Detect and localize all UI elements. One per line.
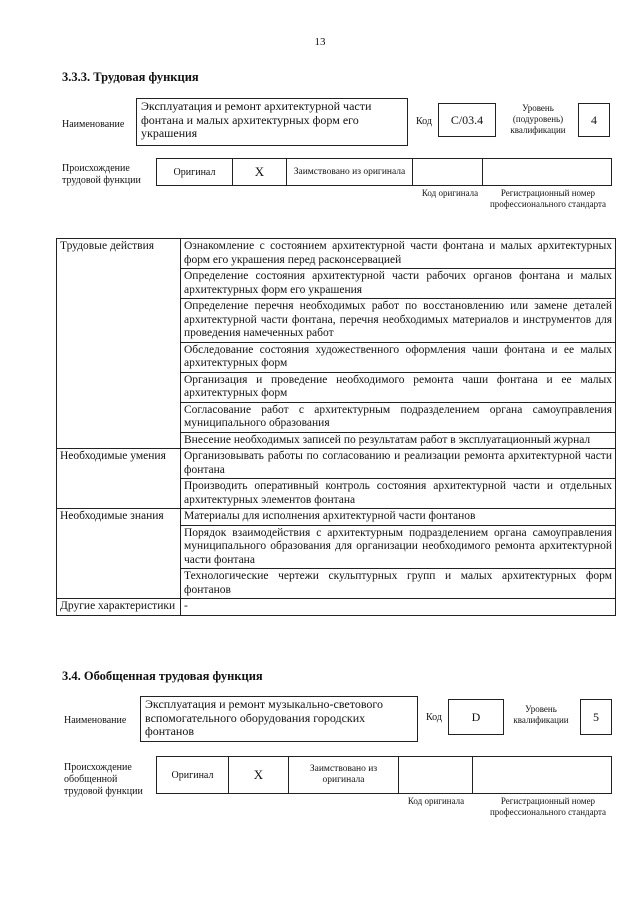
origin-borrowed-cell xyxy=(287,159,413,185)
code-original-label-34: Код оригинала xyxy=(407,796,465,806)
origin-original-cell-34 xyxy=(157,757,229,793)
code-original-label: Код оригинала xyxy=(421,188,479,198)
generalized-function-name-box xyxy=(140,696,418,742)
labor-actions-category-cell xyxy=(57,299,181,343)
labor-actions-category-cell xyxy=(57,402,181,432)
skills-category-cell xyxy=(57,479,181,509)
origin-original-text-34: Оригинал xyxy=(171,769,214,781)
level-value-box-34 xyxy=(580,699,612,735)
labor-actions-category-cell xyxy=(57,432,181,449)
function-name-text: Эксплуатация и ремонт архитектурной части фонтана и малых архитектурных форм его украшения xyxy=(141,99,372,140)
table-row xyxy=(57,525,616,569)
knowledge-category-cell: Необходимые знания xyxy=(57,509,181,526)
table-row xyxy=(57,342,616,372)
knowledge-category-cell xyxy=(57,525,181,569)
table-row xyxy=(57,239,616,269)
origin-borrowed-cell-34 xyxy=(289,757,399,793)
section-heading-34: 3.4. Обобщенная трудовая функция xyxy=(62,669,263,683)
labor-actions-item: Определение состояния архитектурной части рабочих органов фонтана и малых архитектурных форм его украшения xyxy=(181,269,616,299)
section-heading-333: 3.3.3. Трудовая функция xyxy=(62,70,199,84)
reg-number-label-34: Регистрационный номер профессионального стандарта xyxy=(489,796,607,817)
code-label-34: Код xyxy=(426,712,442,723)
origin-mark-cell xyxy=(233,159,287,185)
level-label: Уровень (подуровень) квалификации xyxy=(510,103,566,135)
knowledge-item: Материалы для исполнения архитектурной части фонтанов xyxy=(181,509,616,526)
level-value-34: 5 xyxy=(593,709,599,724)
origin-borrowed-text: Заимствовано из оригинала xyxy=(293,166,406,177)
knowledge-category-cell xyxy=(57,569,181,599)
table-row xyxy=(57,599,616,616)
knowledge-item: Технологические чертежи скульптурных групп и малых архитектурных форм фонтанов xyxy=(181,569,616,599)
labor-actions-item: Организация и проведение необходимого ремонта чаши фонтана и ее малых архитектурных форм xyxy=(181,372,616,402)
table-row xyxy=(57,402,616,432)
table-row xyxy=(57,372,616,402)
origin-label-34: Происхождение обобщенной трудовой функции xyxy=(64,762,143,797)
labor-actions-category-cell xyxy=(57,372,181,402)
other-item: - xyxy=(181,599,616,616)
function-name-box xyxy=(136,98,408,146)
skills-category-cell: Необходимые умения xyxy=(57,449,181,479)
origin-reg-cell-34 xyxy=(473,757,611,793)
origin-row-34 xyxy=(156,756,612,794)
origin-label: Происхождение трудовой функции xyxy=(62,163,141,186)
origin-mark: X xyxy=(254,164,265,179)
table-row xyxy=(57,432,616,449)
name-label: Наименование xyxy=(62,119,125,130)
code-value-box xyxy=(438,103,496,137)
code-value: C/03.4 xyxy=(450,112,484,127)
table-row xyxy=(57,449,616,479)
table-row xyxy=(57,479,616,509)
labor-actions-category-cell xyxy=(57,342,181,372)
table-row xyxy=(57,509,616,526)
skills-item: Производить оперативный контроль состояния архитектурной части и отдельных архитектурных элементов фонтана xyxy=(181,479,616,509)
origin-mark-34: X xyxy=(253,767,264,782)
labor-actions-item: Согласование работ с архитектурным подразделением органа самоуправления муниципального образования xyxy=(181,402,616,432)
table-row xyxy=(57,299,616,343)
level-value-box xyxy=(578,103,610,137)
code-value-34: D xyxy=(471,709,481,724)
labor-actions-category-cell xyxy=(57,269,181,299)
knowledge-item: Порядок взаимодействия с архитектурным подразделением органа самоуправления муниципального образования для организации необходимого ремонта архитектурной части фонтана xyxy=(181,525,616,569)
table-row xyxy=(57,269,616,299)
level-label-34: Уровень квалификации xyxy=(513,704,569,725)
labor-actions-item: Ознакомление с состоянием архитектурной части фонтана и малых архитектурных форм его украшения перед расконсервацией xyxy=(181,239,616,269)
level-value: 4 xyxy=(591,112,597,127)
origin-original-text: Оригинал xyxy=(173,166,216,178)
origin-row xyxy=(156,158,612,186)
labor-actions-item: Определение перечня необходимых работ по восстановлению или замене деталей архитектурной части фонтана, перечня необходимых материалов и инструментов для проведения намеченных работ xyxy=(181,299,616,343)
table-row xyxy=(57,569,616,599)
labor-actions-item: Внесение необходимых записей по результатам работ в эксплуатационный журнал xyxy=(181,432,616,449)
origin-reg-cell xyxy=(483,159,611,185)
origin-original-cell xyxy=(157,159,233,185)
origin-code-cell-34 xyxy=(399,757,473,793)
name-label-34: Наименование xyxy=(64,715,127,726)
code-label: Код xyxy=(416,116,432,127)
page-number: 13 xyxy=(314,36,326,48)
code-value-box-34 xyxy=(448,699,504,735)
reg-number-label: Регистрационный номер профессионального стандарта xyxy=(489,188,607,209)
generalized-function-name-text: Эксплуатация и ремонт музыкально-светового вспомогательного оборудования городских фонтанов xyxy=(145,697,384,738)
origin-mark-cell-34 xyxy=(229,757,289,793)
origin-code-cell xyxy=(413,159,483,185)
other-category-cell: Другие характеристики xyxy=(57,599,181,616)
skills-item: Организовывать работы по согласованию и реализации ремонта архитектурной части фонтана xyxy=(181,449,616,479)
origin-borrowed-text-34: Заимствовано из оригинала xyxy=(309,764,378,785)
labor-actions-item: Обследование состояния художественного оформления чаши фонтана и ее малых архитектурных форм xyxy=(181,342,616,372)
labor-actions-category-cell: Трудовые действия xyxy=(57,239,181,269)
labor-function-table xyxy=(56,238,616,616)
